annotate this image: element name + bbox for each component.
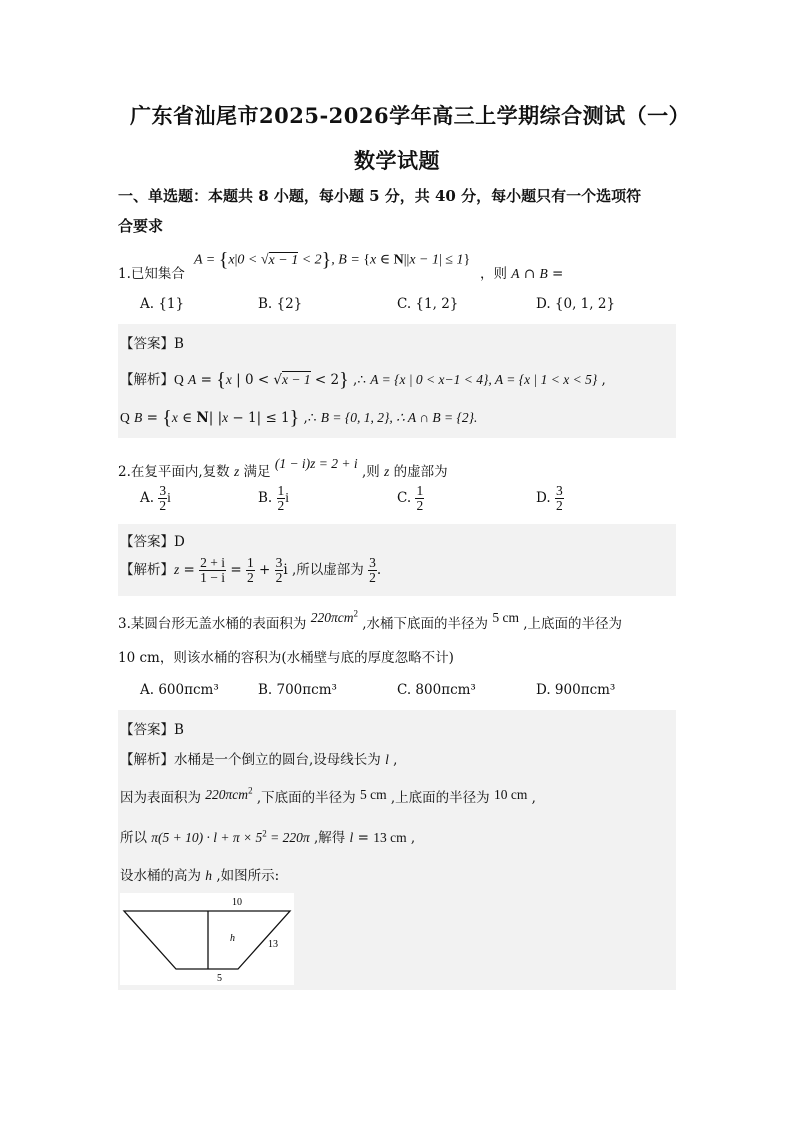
q3-answer: 【答案】B [120, 722, 184, 738]
q1-answer: 【答案】B [120, 336, 184, 352]
q3-option-c[interactable]: C. 800πcm³ [397, 682, 476, 698]
q1-option-c[interactable]: C. {1, 2} [397, 296, 459, 312]
q3-analysis-line4: 设水桶的高为 h ,如图所示: [120, 868, 280, 884]
q3-option-b[interactable]: B. 700πcm³ [258, 682, 337, 698]
q3-option-a[interactable]: A. 600πcm³ [140, 682, 219, 698]
page-title: 广东省汕尾市2025-2026学年高三上学期综合测试（一） [130, 103, 691, 128]
q2-stem: 2.在复平面内,复数 z 满足 (1 − i)z = 2 + i ,则 z 的虚部为 [118, 456, 448, 480]
q2-option-d[interactable]: D. $\frac{3}{2}$ [536, 483, 563, 514]
figure-height-label: h [230, 933, 235, 944]
q1-analysis-line2: Q B = {x ∈ N| |x − 1| ≤ 1} ,∴ B = {0, 1, 2}, ∴ A ∩ B = {2}. [120, 407, 478, 429]
section-heading: 一、单选题：本题共 8 小题，每小题 5 分，共 40 分，每小题只有一个选项符 [118, 187, 642, 205]
q1-analysis-line1: 【解析】Q A = {x | 0 < √x − 1 < 2} ,∴ A = {x | 0 < x−1 < 4}, A = {x | 1 < x < 5} , [120, 369, 606, 391]
q3-stem-line1: 3.某圆台形无盖水桶的表面积为 220πcm$^2$ ,水桶下底面的半径为 5 cm ,上底面的半径为 [118, 608, 623, 632]
trapezoid-diagram [120, 893, 294, 985]
q3-analysis-line1: 【解析】水桶是一个倒立的圆台,设母线长为 l , [120, 752, 398, 768]
q2-answer: 【答案】D [120, 534, 185, 550]
q1-suffix: ，则 A ∩ B = [480, 266, 564, 282]
q2-option-a[interactable]: A. $\frac{3}{2}$ i [140, 483, 171, 514]
figure-top-label: 10 [232, 897, 242, 908]
q1-option-a[interactable]: A. {1} [140, 296, 185, 312]
figure-side-label: 13 [268, 939, 278, 950]
q1-prefix: 1.已知集合 [118, 266, 185, 282]
q1-stem [118, 262, 185, 282]
q3-option-d[interactable]: D. 900πcm³ [536, 682, 616, 698]
figure-bottom-label: 5 [217, 973, 222, 984]
q2-analysis: 【解析】z = $\frac{2 + i}{1 - i}$ = $\frac{1}{2}$ + $\frac{3}{2}$ i ,所以虚部为 $\frac{3}{2}$ . [120, 555, 382, 586]
q3-figure [120, 893, 294, 985]
q3-analysis-line2: 因为表面积为 220πcm$^2$ ,下底面的半径为 5 cm ,上底面的半径为 10 cm , [120, 785, 536, 806]
q2-option-b[interactable]: B. $\frac{1}{2}$ i [258, 483, 290, 514]
section-heading-cont: 合要求 [118, 217, 164, 235]
q3-stem-line2: 10 cm，则该水桶的容积为(水桶壁与底的厚度忽略不计) [118, 650, 454, 666]
q3-analysis-line3: 所以 $\pi(5 + 10) \cdot l + \pi \times 5^2 = 220\pi$ ,解得 l = 13 cm , [120, 828, 416, 846]
q1-option-b[interactable]: B. {2} [258, 296, 303, 312]
q2-option-c[interactable]: C. $\frac{1}{2}$ [397, 483, 424, 514]
q1-option-d[interactable]: D. {0, 1, 2} [536, 296, 616, 312]
q1-sets: A = {x|0 < √x − 1 < 2}, B = {x ∈ N||x − 1| ≤ 1} [194, 249, 471, 271]
page-subtitle: 数学试题 [354, 148, 440, 173]
